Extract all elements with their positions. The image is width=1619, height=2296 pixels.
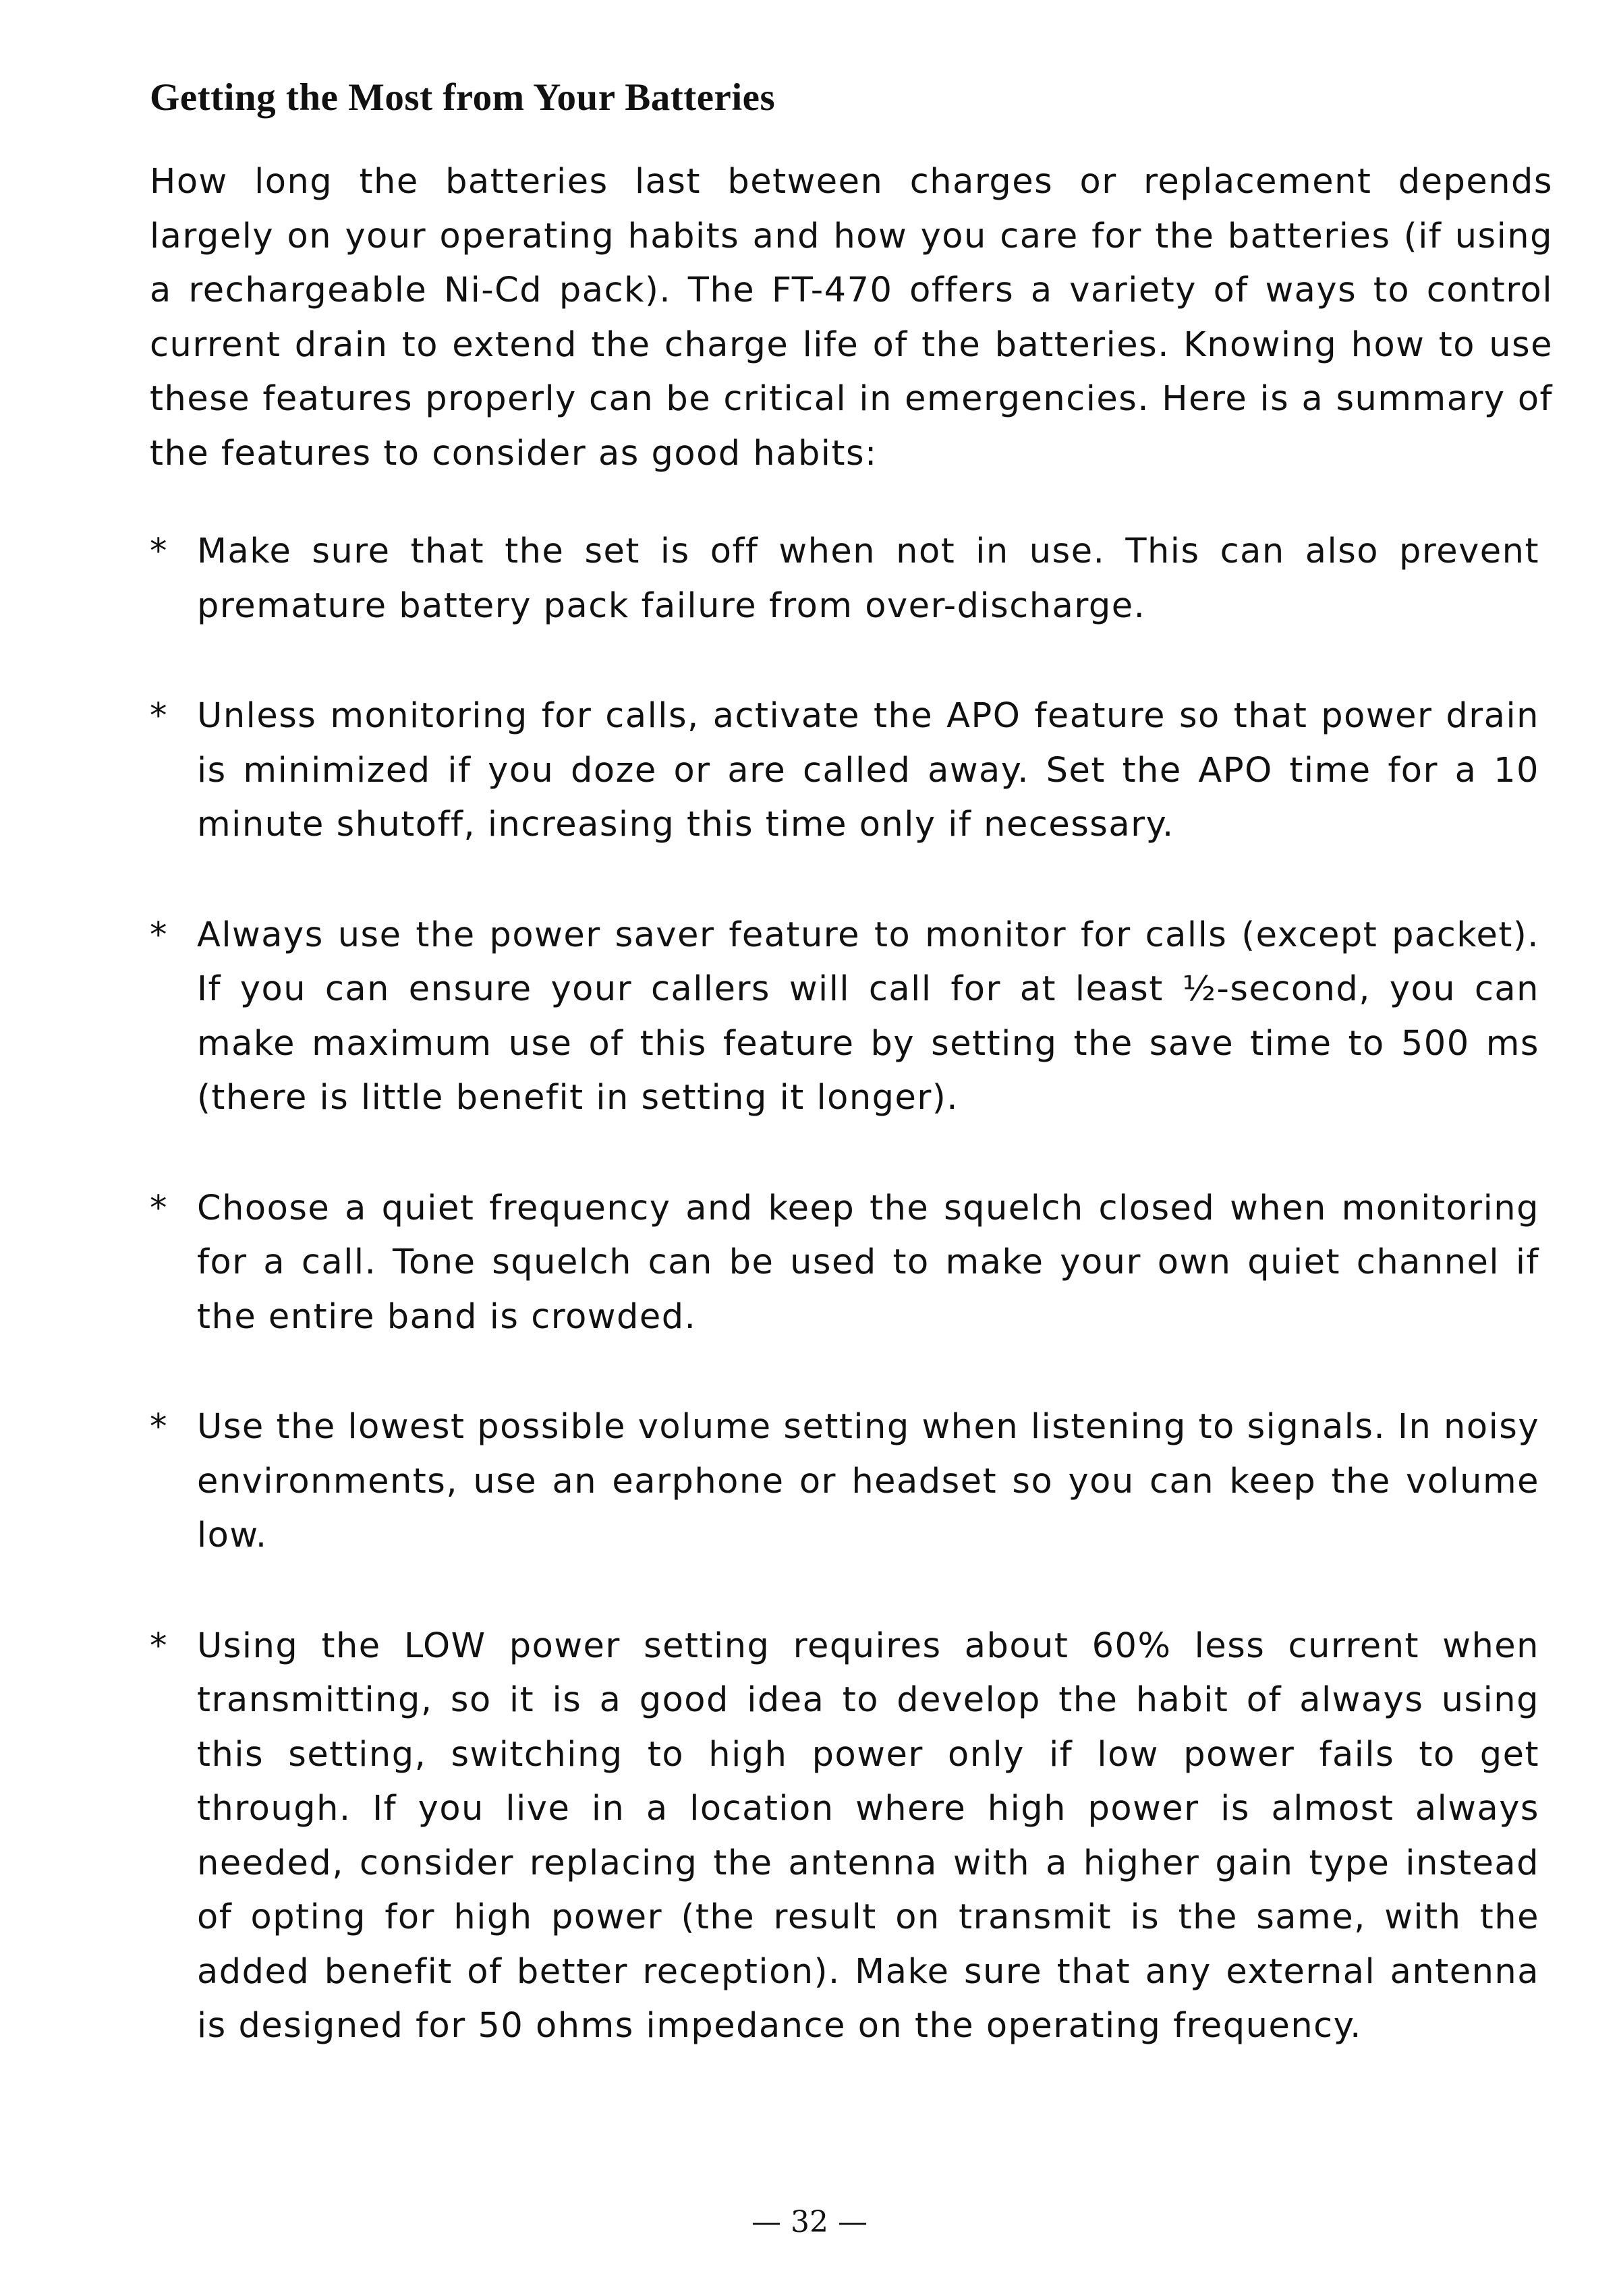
list-item [150,689,1553,853]
tip-power-saver: Always use the power saver feature to monitor for calls (except packet). If you can ensure your callers will call for at least ½-second, you can make maximum use of this feature by setting the save time to 500 ms (there is little benefit in setting it longer). [197,915,1539,1118]
asterisk-bullet-icon: * [150,915,167,955]
list-item [150,1400,1553,1563]
list-item [150,1619,1553,2054]
intro-paragraph: How long the batteries last between charges or replacement depends largely on your operating habits and how you care for the batteries (if using a rechargeable Ni-Cd pack). The FT-470 offers a variety of ways to control current drain to extend the charge life of the batteries. Knowing how to use these features properly can be critical in emergencies. Here is a summary of the features to consider as good habits: [150,162,1553,473]
asterisk-bullet-icon: * [150,1188,167,1228]
asterisk-bullet-icon: * [150,696,167,736]
tip-quiet-frequency: Choose a quiet frequency and keep the squelch closed when monitoring for a call. Tone squelch can be used to make your own quiet channel if the entire band is crowded. [197,1188,1539,1337]
tip-low-volume: Use the lowest possible volume setting when listening to signals. In noisy environments, use an earphone or headset so you can keep the volume low. [197,1407,1539,1555]
tip-power-off: Make sure that the set is off when not in use. This can also prevent premature battery pack failure from over-discharge. [197,532,1539,626]
list-item [150,909,1553,1126]
tip-apo-feature: Unless monitoring for calls, activate the APO feature so that power drain is minimized if you doze or are called away. Set the APO time for a 10 minute shutoff, increasing this time only if necessary. [197,696,1539,844]
section-heading: Getting the Most from Your Batteries [150,76,776,119]
asterisk-bullet-icon: * [150,1407,167,1447]
list-item [150,525,1553,633]
tip-low-power: Using the LOW power setting requires about 60% less current when transmitting, so it is a good idea to develop the habit of always using this setting, switching to high power only if low power fails to get through. If you live in a location where high power is almost always needed, consider replacing the antenna with a higher gain type instead of opting for high power (the result on transmit is the same, with the added benefit of better reception). Make sure that any external antenna is designed for 50 ohms impedance on the operating frequency. [197,1626,1539,2046]
asterisk-bullet-icon: * [150,532,167,571]
document-page [150,67,1553,2110]
page-number: — 32 — [751,2205,868,2239]
asterisk-bullet-icon: * [150,1626,167,1666]
list-item [150,1182,1553,1345]
tips-list [150,525,1553,2054]
